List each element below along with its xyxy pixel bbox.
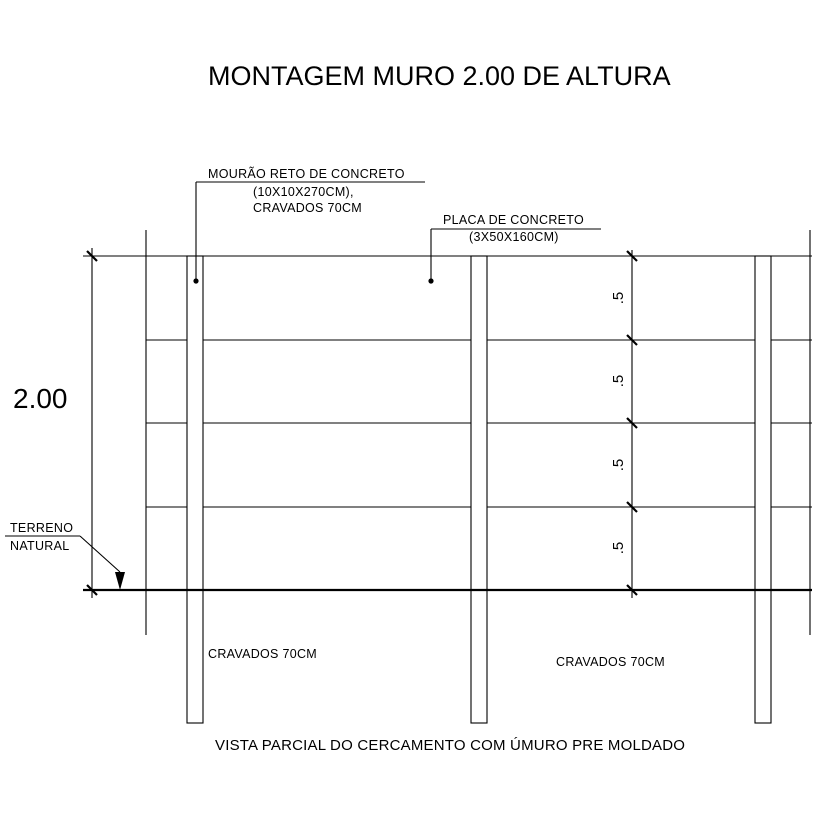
post-callout-line-1: MOURÃO RETO DE CONCRETO (208, 167, 405, 181)
embedded-depth-label: CRAVADOS 70CM (556, 655, 666, 669)
plate-dimension-label: .5 (610, 374, 627, 388)
plate-dimension-label: .5 (610, 291, 627, 305)
post-callout-line-3: CRAVADOS 70CM (253, 201, 363, 215)
plate-callout-line-1: PLACA DE CONCRETO (443, 213, 585, 227)
ground-label-line-1: TERRENO (10, 521, 74, 535)
embedded-depth-label: CRAVADOS 70CM (208, 647, 318, 661)
plate-callout-line-2: (3X50X160CM) (469, 230, 559, 244)
drawing-caption: VISTA PARCIAL DO CERCAMENTO COM ÚMURO PRE MOLDADO (215, 737, 686, 754)
concrete-post-1 (187, 256, 203, 723)
drawing-title: MONTAGEM MURO 2.00 DE ALTURA (208, 61, 671, 91)
ground-level-arrow-icon (115, 572, 125, 590)
post-callout-dot (193, 278, 198, 283)
concrete-post-3 (755, 256, 771, 723)
concrete-post-2 (471, 256, 487, 723)
plate-callout-dot (428, 278, 433, 283)
plate-dimension-label: .5 (610, 541, 627, 555)
height-dimension-label: 2.00 (13, 383, 68, 414)
post-callout-line-2: (10X10X270CM), (253, 185, 354, 199)
ground-label-line-2: NATURAL (10, 539, 70, 553)
plate-dimension-label: .5 (610, 458, 627, 472)
ground-callout-leader (80, 536, 120, 572)
